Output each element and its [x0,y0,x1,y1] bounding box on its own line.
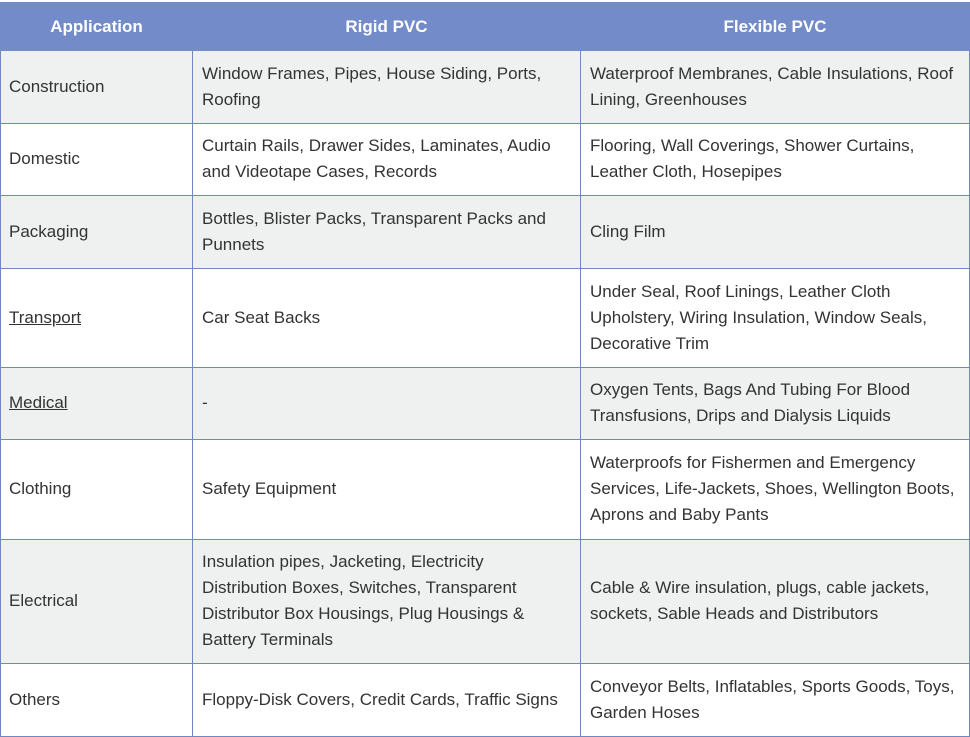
flexible-pvc-cell: Cable & Wire insulation, plugs, cable jackets, sockets, Sable Heads and Distributors [581,540,970,664]
flexible-pvc-cell: Cling Film [581,196,970,269]
flexible-pvc-cell: Oxygen Tents, Bags And Tubing For Blood Transfusions, Drips and Dialysis Liquids [581,368,970,440]
table-row [1,269,970,368]
table-row [1,540,970,664]
application-cell: Clothing [1,440,193,540]
rigid-pvc-cell: - [193,368,581,440]
application-cell [1,269,193,368]
flexible-pvc-cell: Conveyor Belts, Inflatables, Sports Goods, Toys, Garden Hoses [581,664,970,737]
rigid-pvc-cell: Car Seat Backs [193,269,581,368]
rigid-pvc-cell: Curtain Rails, Drawer Sides, Laminates, Audio and Videotape Cases, Records [193,124,581,196]
application-cell: Domestic [1,124,193,196]
application-cell: Electrical [1,540,193,664]
flexible-pvc-cell: Under Seal, Roof Linings, Leather Cloth Upholstery, Wiring Insulation, Window Seals, Decorative Trim [581,269,970,368]
table-row [1,440,970,540]
header-application: Application [1,3,193,51]
rigid-pvc-cell: Floppy-Disk Covers, Credit Cards, Traffic Signs [193,664,581,737]
table-row [1,368,970,440]
rigid-pvc-cell: Insulation pipes, Jacketing, Electricity Distribution Boxes, Switches, Transparent Distributor Box Housings, Plug Housings & Battery Terminals [193,540,581,664]
table-header-row [1,3,970,51]
rigid-pvc-cell: Safety Equipment [193,440,581,540]
table-row [1,124,970,196]
header-flexible-pvc: Flexible PVC [581,3,970,51]
rigid-pvc-cell: Bottles, Blister Packs, Transparent Packs and Punnets [193,196,581,269]
pvc-applications-table [0,2,970,737]
table-row [1,196,970,269]
application-cell: Construction [1,51,193,124]
rigid-pvc-cell: Window Frames, Pipes, House Siding, Ports, Roofing [193,51,581,124]
flexible-pvc-cell: Waterproof Membranes, Cable Insulations, Roof Lining, Greenhouses [581,51,970,124]
application-cell: Others [1,664,193,737]
flexible-pvc-cell: Flooring, Wall Coverings, Shower Curtains, Leather Cloth, Hosepipes [581,124,970,196]
application-cell: Packaging [1,196,193,269]
application-cell [1,368,193,440]
flexible-pvc-cell: Waterproofs for Fishermen and Emergency Services, Life-Jackets, Shoes, Wellington Boots, Aprons and Baby Pants [581,440,970,540]
transport-link[interactable]: Transport [9,307,82,327]
header-rigid-pvc: Rigid PVC [193,3,581,51]
medical-link[interactable]: Medical [9,393,68,412]
table-row [1,51,970,124]
table-row [1,664,970,737]
